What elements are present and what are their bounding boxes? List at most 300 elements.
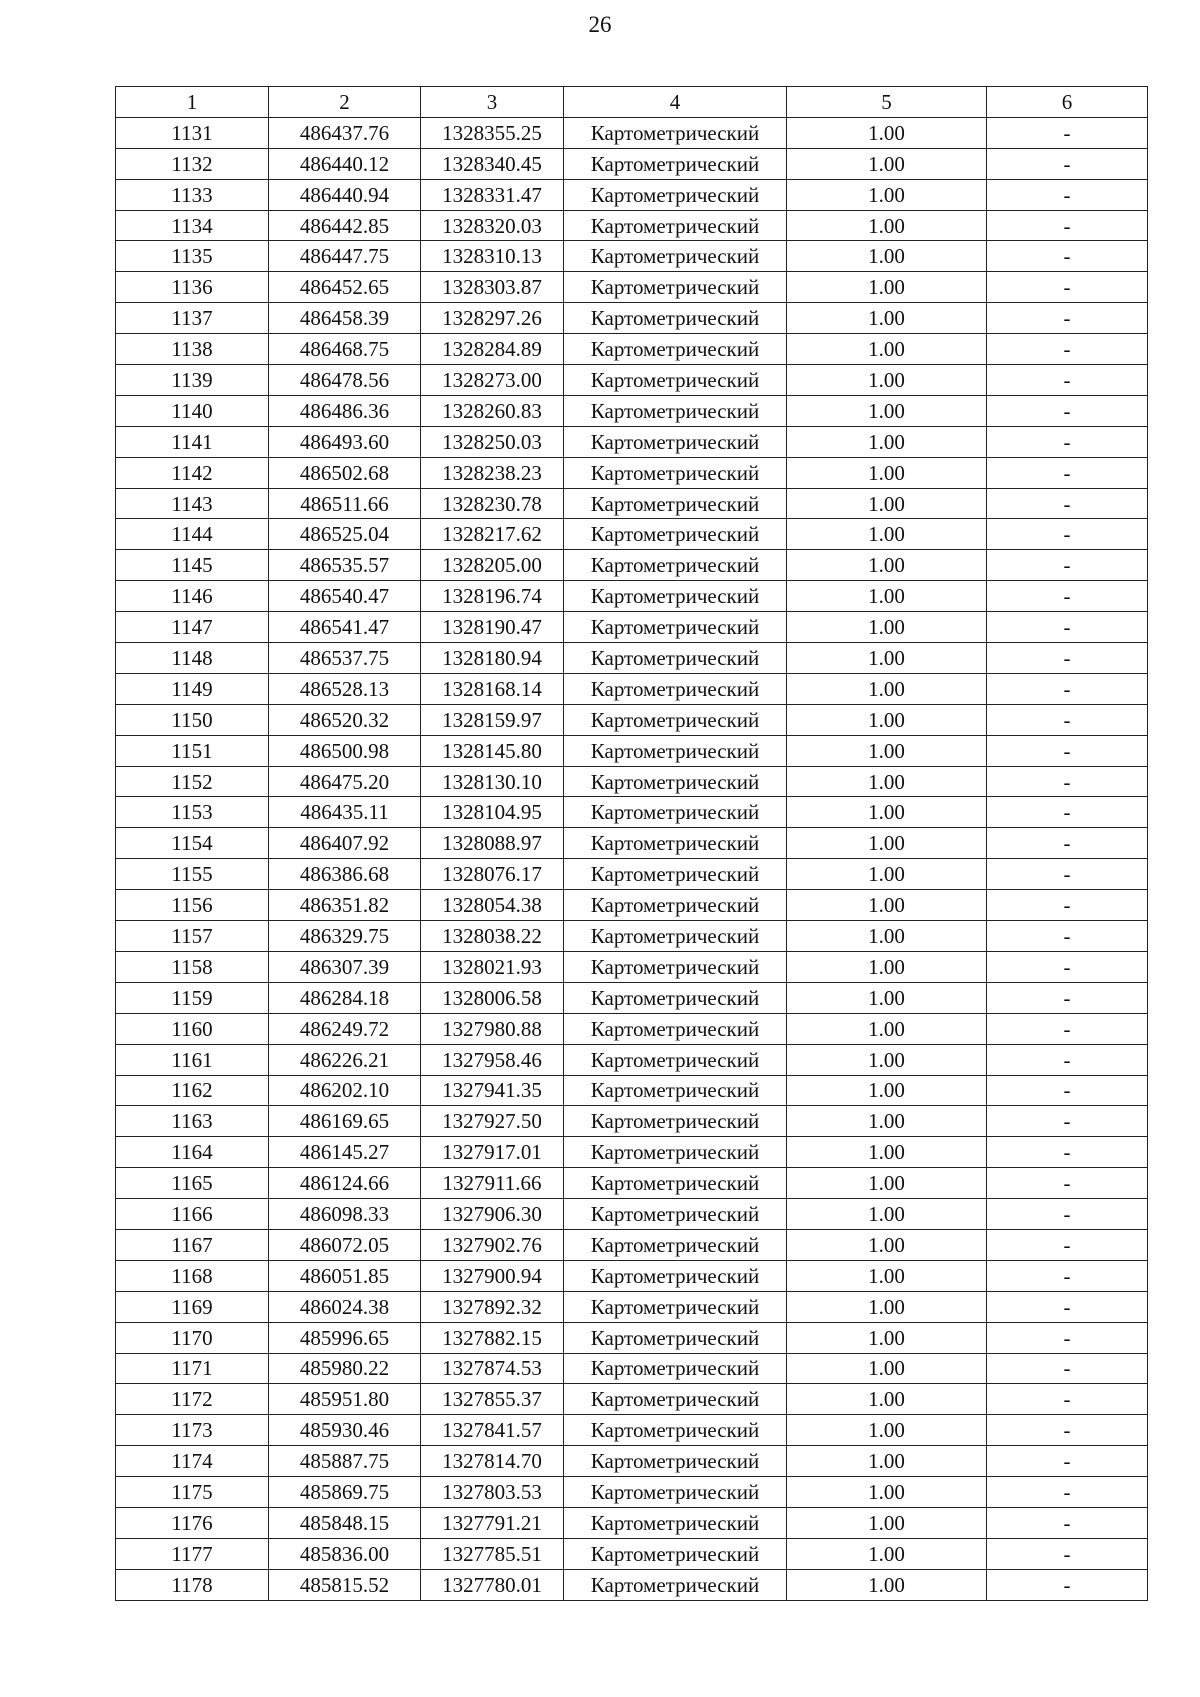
x-coordinate-cell: 485930.46 xyxy=(269,1415,421,1446)
x-coordinate-cell: 486051.85 xyxy=(269,1260,421,1291)
note-cell: - xyxy=(987,828,1148,859)
table-row xyxy=(116,1477,1148,1508)
point-number-cell: 1139 xyxy=(116,365,269,396)
table-body xyxy=(116,117,1148,1600)
x-coordinate-cell: 486440.12 xyxy=(269,148,421,179)
x-coordinate-cell: 485980.22 xyxy=(269,1353,421,1384)
method-cell: Картометрический xyxy=(564,365,787,396)
x-coordinate-cell: 486540.47 xyxy=(269,581,421,612)
method-cell: Картометрический xyxy=(564,1353,787,1384)
x-coordinate-cell: 486284.18 xyxy=(269,982,421,1013)
point-number-cell: 1167 xyxy=(116,1229,269,1260)
table-row xyxy=(116,1384,1148,1415)
method-cell: Картометрический xyxy=(564,1415,787,1446)
note-cell: - xyxy=(987,766,1148,797)
point-number-cell: 1151 xyxy=(116,735,269,766)
y-coordinate-cell: 1328038.22 xyxy=(421,921,564,952)
method-cell: Картометрический xyxy=(564,1013,787,1044)
accuracy-cell: 1.00 xyxy=(787,1229,987,1260)
accuracy-cell: 1.00 xyxy=(787,457,987,488)
y-coordinate-cell: 1328076.17 xyxy=(421,859,564,890)
x-coordinate-cell: 486541.47 xyxy=(269,612,421,643)
method-cell: Картометрический xyxy=(564,735,787,766)
y-coordinate-cell: 1327911.66 xyxy=(421,1168,564,1199)
point-number-cell: 1134 xyxy=(116,210,269,241)
table-row xyxy=(116,148,1148,179)
x-coordinate-cell: 485951.80 xyxy=(269,1384,421,1415)
method-cell: Картометрический xyxy=(564,766,787,797)
coordinates-table xyxy=(115,86,1148,1601)
y-coordinate-cell: 1327803.53 xyxy=(421,1477,564,1508)
table-row xyxy=(116,1353,1148,1384)
note-cell: - xyxy=(987,643,1148,674)
table-row xyxy=(116,334,1148,365)
point-number-cell: 1138 xyxy=(116,334,269,365)
method-cell: Картометрический xyxy=(564,1260,787,1291)
column-header-4: 4 xyxy=(564,87,787,118)
point-number-cell: 1163 xyxy=(116,1106,269,1137)
table-row xyxy=(116,982,1148,1013)
y-coordinate-cell: 1328104.95 xyxy=(421,797,564,828)
point-number-cell: 1135 xyxy=(116,241,269,272)
y-coordinate-cell: 1328180.94 xyxy=(421,643,564,674)
x-coordinate-cell: 486249.72 xyxy=(269,1013,421,1044)
point-number-cell: 1162 xyxy=(116,1075,269,1106)
x-coordinate-cell: 486511.66 xyxy=(269,488,421,519)
point-number-cell: 1173 xyxy=(116,1415,269,1446)
point-number-cell: 1150 xyxy=(116,704,269,735)
note-cell: - xyxy=(987,797,1148,828)
method-cell: Картометрический xyxy=(564,210,787,241)
y-coordinate-cell: 1327892.32 xyxy=(421,1291,564,1322)
y-coordinate-cell: 1328196.74 xyxy=(421,581,564,612)
x-coordinate-cell: 486452.65 xyxy=(269,272,421,303)
point-number-cell: 1176 xyxy=(116,1507,269,1538)
accuracy-cell: 1.00 xyxy=(787,797,987,828)
table-row xyxy=(116,951,1148,982)
point-number-cell: 1174 xyxy=(116,1446,269,1477)
table-row xyxy=(116,704,1148,735)
method-cell: Картометрический xyxy=(564,1569,787,1600)
x-coordinate-cell: 486386.68 xyxy=(269,859,421,890)
table-row xyxy=(116,1415,1148,1446)
point-number-cell: 1146 xyxy=(116,581,269,612)
y-coordinate-cell: 1328159.97 xyxy=(421,704,564,735)
y-coordinate-cell: 1327902.76 xyxy=(421,1229,564,1260)
table-header xyxy=(116,87,1148,118)
note-cell: - xyxy=(987,550,1148,581)
point-number-cell: 1169 xyxy=(116,1291,269,1322)
point-number-cell: 1166 xyxy=(116,1199,269,1230)
y-coordinate-cell: 1328205.00 xyxy=(421,550,564,581)
note-cell: - xyxy=(987,365,1148,396)
accuracy-cell: 1.00 xyxy=(787,210,987,241)
point-number-cell: 1177 xyxy=(116,1538,269,1569)
point-number-cell: 1147 xyxy=(116,612,269,643)
note-cell: - xyxy=(987,1322,1148,1353)
point-number-cell: 1158 xyxy=(116,951,269,982)
column-header-6: 6 xyxy=(987,87,1148,118)
note-cell: - xyxy=(987,704,1148,735)
method-cell: Картометрический xyxy=(564,951,787,982)
y-coordinate-cell: 1328230.78 xyxy=(421,488,564,519)
accuracy-cell: 1.00 xyxy=(787,673,987,704)
note-cell: - xyxy=(987,1075,1148,1106)
note-cell: - xyxy=(987,395,1148,426)
accuracy-cell: 1.00 xyxy=(787,179,987,210)
x-coordinate-cell: 485836.00 xyxy=(269,1538,421,1569)
y-coordinate-cell: 1328331.47 xyxy=(421,179,564,210)
table-row xyxy=(116,1013,1148,1044)
table-row xyxy=(116,1075,1148,1106)
table-row xyxy=(116,797,1148,828)
accuracy-cell: 1.00 xyxy=(787,1075,987,1106)
note-cell: - xyxy=(987,1353,1148,1384)
accuracy-cell: 1.00 xyxy=(787,334,987,365)
method-cell: Картометрический xyxy=(564,179,787,210)
note-cell: - xyxy=(987,241,1148,272)
x-coordinate-cell: 486486.36 xyxy=(269,395,421,426)
table-row xyxy=(116,1507,1148,1538)
note-cell: - xyxy=(987,148,1148,179)
note-cell: - xyxy=(987,272,1148,303)
y-coordinate-cell: 1327941.35 xyxy=(421,1075,564,1106)
header-row xyxy=(116,87,1148,118)
method-cell: Картометрический xyxy=(564,1446,787,1477)
accuracy-cell: 1.00 xyxy=(787,550,987,581)
note-cell: - xyxy=(987,982,1148,1013)
y-coordinate-cell: 1327841.57 xyxy=(421,1415,564,1446)
x-coordinate-cell: 485996.65 xyxy=(269,1322,421,1353)
method-cell: Картометрический xyxy=(564,1291,787,1322)
note-cell: - xyxy=(987,488,1148,519)
x-coordinate-cell: 486437.76 xyxy=(269,117,421,148)
accuracy-cell: 1.00 xyxy=(787,241,987,272)
note-cell: - xyxy=(987,1199,1148,1230)
accuracy-cell: 1.00 xyxy=(787,272,987,303)
x-coordinate-cell: 486525.04 xyxy=(269,519,421,550)
note-cell: - xyxy=(987,117,1148,148)
accuracy-cell: 1.00 xyxy=(787,519,987,550)
method-cell: Картометрический xyxy=(564,1322,787,1353)
y-coordinate-cell: 1328054.38 xyxy=(421,890,564,921)
table-row xyxy=(116,859,1148,890)
point-number-cell: 1172 xyxy=(116,1384,269,1415)
point-number-cell: 1175 xyxy=(116,1477,269,1508)
note-cell: - xyxy=(987,1137,1148,1168)
y-coordinate-cell: 1328130.10 xyxy=(421,766,564,797)
method-cell: Картометрический xyxy=(564,148,787,179)
note-cell: - xyxy=(987,303,1148,334)
table-row xyxy=(116,1106,1148,1137)
method-cell: Картометрический xyxy=(564,1075,787,1106)
accuracy-cell: 1.00 xyxy=(787,1415,987,1446)
y-coordinate-cell: 1327917.01 xyxy=(421,1137,564,1168)
note-cell: - xyxy=(987,1260,1148,1291)
note-cell: - xyxy=(987,426,1148,457)
y-coordinate-cell: 1328238.23 xyxy=(421,457,564,488)
accuracy-cell: 1.00 xyxy=(787,1384,987,1415)
note-cell: - xyxy=(987,457,1148,488)
accuracy-cell: 1.00 xyxy=(787,303,987,334)
point-number-cell: 1154 xyxy=(116,828,269,859)
y-coordinate-cell: 1328273.00 xyxy=(421,365,564,396)
accuracy-cell: 1.00 xyxy=(787,1477,987,1508)
table-row xyxy=(116,735,1148,766)
y-coordinate-cell: 1327980.88 xyxy=(421,1013,564,1044)
point-number-cell: 1153 xyxy=(116,797,269,828)
y-coordinate-cell: 1327874.53 xyxy=(421,1353,564,1384)
x-coordinate-cell: 486537.75 xyxy=(269,643,421,674)
point-number-cell: 1164 xyxy=(116,1137,269,1168)
x-coordinate-cell: 486098.33 xyxy=(269,1199,421,1230)
x-coordinate-cell: 486226.21 xyxy=(269,1044,421,1075)
method-cell: Картометрический xyxy=(564,797,787,828)
x-coordinate-cell: 486442.85 xyxy=(269,210,421,241)
accuracy-cell: 1.00 xyxy=(787,1538,987,1569)
accuracy-cell: 1.00 xyxy=(787,426,987,457)
note-cell: - xyxy=(987,951,1148,982)
y-coordinate-cell: 1327882.15 xyxy=(421,1322,564,1353)
y-coordinate-cell: 1328310.13 xyxy=(421,241,564,272)
accuracy-cell: 1.00 xyxy=(787,828,987,859)
accuracy-cell: 1.00 xyxy=(787,1353,987,1384)
accuracy-cell: 1.00 xyxy=(787,1199,987,1230)
table-row xyxy=(116,210,1148,241)
column-header-3: 3 xyxy=(421,87,564,118)
point-number-cell: 1156 xyxy=(116,890,269,921)
x-coordinate-cell: 486502.68 xyxy=(269,457,421,488)
method-cell: Картометрический xyxy=(564,334,787,365)
accuracy-cell: 1.00 xyxy=(787,1569,987,1600)
y-coordinate-cell: 1328217.62 xyxy=(421,519,564,550)
method-cell: Картометрический xyxy=(564,1477,787,1508)
point-number-cell: 1140 xyxy=(116,395,269,426)
note-cell: - xyxy=(987,1013,1148,1044)
table-row xyxy=(116,1137,1148,1168)
accuracy-cell: 1.00 xyxy=(787,1106,987,1137)
table-row xyxy=(116,241,1148,272)
table-row xyxy=(116,673,1148,704)
x-coordinate-cell: 486351.82 xyxy=(269,890,421,921)
method-cell: Картометрический xyxy=(564,859,787,890)
point-number-cell: 1142 xyxy=(116,457,269,488)
x-coordinate-cell: 486072.05 xyxy=(269,1229,421,1260)
x-coordinate-cell: 485815.52 xyxy=(269,1569,421,1600)
method-cell: Картометрический xyxy=(564,581,787,612)
x-coordinate-cell: 486475.20 xyxy=(269,766,421,797)
accuracy-cell: 1.00 xyxy=(787,1291,987,1322)
method-cell: Картометрический xyxy=(564,1168,787,1199)
y-coordinate-cell: 1328297.26 xyxy=(421,303,564,334)
y-coordinate-cell: 1328340.45 xyxy=(421,148,564,179)
note-cell: - xyxy=(987,1569,1148,1600)
table-row xyxy=(116,890,1148,921)
y-coordinate-cell: 1328250.03 xyxy=(421,426,564,457)
x-coordinate-cell: 486440.94 xyxy=(269,179,421,210)
y-coordinate-cell: 1328190.47 xyxy=(421,612,564,643)
note-cell: - xyxy=(987,1477,1148,1508)
method-cell: Картометрический xyxy=(564,426,787,457)
method-cell: Картометрический xyxy=(564,704,787,735)
method-cell: Картометрический xyxy=(564,395,787,426)
table-row xyxy=(116,581,1148,612)
method-cell: Картометрический xyxy=(564,1507,787,1538)
table-row xyxy=(116,179,1148,210)
note-cell: - xyxy=(987,334,1148,365)
table-row xyxy=(116,1199,1148,1230)
method-cell: Картометрический xyxy=(564,303,787,334)
table-row xyxy=(116,365,1148,396)
note-cell: - xyxy=(987,1291,1148,1322)
x-coordinate-cell: 486520.32 xyxy=(269,704,421,735)
point-number-cell: 1165 xyxy=(116,1168,269,1199)
accuracy-cell: 1.00 xyxy=(787,365,987,396)
method-cell: Картометрический xyxy=(564,643,787,674)
accuracy-cell: 1.00 xyxy=(787,859,987,890)
accuracy-cell: 1.00 xyxy=(787,951,987,982)
y-coordinate-cell: 1328145.80 xyxy=(421,735,564,766)
method-cell: Картометрический xyxy=(564,457,787,488)
table-row xyxy=(116,457,1148,488)
method-cell: Картометрический xyxy=(564,1199,787,1230)
accuracy-cell: 1.00 xyxy=(787,1013,987,1044)
table-row xyxy=(116,272,1148,303)
accuracy-cell: 1.00 xyxy=(787,735,987,766)
accuracy-cell: 1.00 xyxy=(787,1168,987,1199)
table-row xyxy=(116,1260,1148,1291)
accuracy-cell: 1.00 xyxy=(787,1137,987,1168)
note-cell: - xyxy=(987,1538,1148,1569)
x-coordinate-cell: 486447.75 xyxy=(269,241,421,272)
point-number-cell: 1178 xyxy=(116,1569,269,1600)
table-row xyxy=(116,1291,1148,1322)
accuracy-cell: 1.00 xyxy=(787,395,987,426)
table-row xyxy=(116,1044,1148,1075)
page-number: 26 xyxy=(588,12,612,37)
method-cell: Картометрический xyxy=(564,890,787,921)
note-cell: - xyxy=(987,859,1148,890)
table-row xyxy=(116,921,1148,952)
x-coordinate-cell: 486407.92 xyxy=(269,828,421,859)
table-row xyxy=(116,488,1148,519)
table-row xyxy=(116,766,1148,797)
point-number-cell: 1161 xyxy=(116,1044,269,1075)
x-coordinate-cell: 486202.10 xyxy=(269,1075,421,1106)
note-cell: - xyxy=(987,1229,1148,1260)
y-coordinate-cell: 1327780.01 xyxy=(421,1569,564,1600)
point-number-cell: 1137 xyxy=(116,303,269,334)
note-cell: - xyxy=(987,1446,1148,1477)
accuracy-cell: 1.00 xyxy=(787,982,987,1013)
y-coordinate-cell: 1328168.14 xyxy=(421,673,564,704)
table-row xyxy=(116,426,1148,457)
point-number-cell: 1159 xyxy=(116,982,269,1013)
method-cell: Картометрический xyxy=(564,117,787,148)
note-cell: - xyxy=(987,519,1148,550)
note-cell: - xyxy=(987,612,1148,643)
table-row xyxy=(116,1229,1148,1260)
column-header-1: 1 xyxy=(116,87,269,118)
point-number-cell: 1168 xyxy=(116,1260,269,1291)
table-row xyxy=(116,1538,1148,1569)
accuracy-cell: 1.00 xyxy=(787,581,987,612)
accuracy-cell: 1.00 xyxy=(787,1507,987,1538)
x-coordinate-cell: 486500.98 xyxy=(269,735,421,766)
point-number-cell: 1141 xyxy=(116,426,269,457)
y-coordinate-cell: 1328088.97 xyxy=(421,828,564,859)
point-number-cell: 1160 xyxy=(116,1013,269,1044)
table-row xyxy=(116,828,1148,859)
accuracy-cell: 1.00 xyxy=(787,921,987,952)
y-coordinate-cell: 1327814.70 xyxy=(421,1446,564,1477)
table-row xyxy=(116,519,1148,550)
table-row xyxy=(116,643,1148,674)
method-cell: Картометрический xyxy=(564,241,787,272)
point-number-cell: 1171 xyxy=(116,1353,269,1384)
y-coordinate-cell: 1328355.25 xyxy=(421,117,564,148)
table-row xyxy=(116,1168,1148,1199)
method-cell: Картометрический xyxy=(564,921,787,952)
accuracy-cell: 1.00 xyxy=(787,148,987,179)
x-coordinate-cell: 485869.75 xyxy=(269,1477,421,1508)
point-number-cell: 1145 xyxy=(116,550,269,581)
accuracy-cell: 1.00 xyxy=(787,1260,987,1291)
x-coordinate-cell: 486024.38 xyxy=(269,1291,421,1322)
table-row xyxy=(116,303,1148,334)
method-cell: Картометрический xyxy=(564,1384,787,1415)
y-coordinate-cell: 1327906.30 xyxy=(421,1199,564,1230)
point-number-cell: 1136 xyxy=(116,272,269,303)
note-cell: - xyxy=(987,673,1148,704)
point-number-cell: 1148 xyxy=(116,643,269,674)
method-cell: Картометрический xyxy=(564,550,787,581)
x-coordinate-cell: 486124.66 xyxy=(269,1168,421,1199)
note-cell: - xyxy=(987,1384,1148,1415)
accuracy-cell: 1.00 xyxy=(787,1446,987,1477)
table-row xyxy=(116,395,1148,426)
note-cell: - xyxy=(987,210,1148,241)
point-number-cell: 1143 xyxy=(116,488,269,519)
x-coordinate-cell: 486169.65 xyxy=(269,1106,421,1137)
note-cell: - xyxy=(987,1106,1148,1137)
x-coordinate-cell: 486329.75 xyxy=(269,921,421,952)
y-coordinate-cell: 1328320.03 xyxy=(421,210,564,241)
accuracy-cell: 1.00 xyxy=(787,488,987,519)
x-coordinate-cell: 486307.39 xyxy=(269,951,421,982)
point-number-cell: 1131 xyxy=(116,117,269,148)
method-cell: Картометрический xyxy=(564,1044,787,1075)
point-number-cell: 1144 xyxy=(116,519,269,550)
point-number-cell: 1157 xyxy=(116,921,269,952)
method-cell: Картометрический xyxy=(564,488,787,519)
table-row xyxy=(116,612,1148,643)
method-cell: Картометрический xyxy=(564,828,787,859)
note-cell: - xyxy=(987,1044,1148,1075)
accuracy-cell: 1.00 xyxy=(787,1322,987,1353)
method-cell: Картометрический xyxy=(564,673,787,704)
point-number-cell: 1155 xyxy=(116,859,269,890)
y-coordinate-cell: 1328260.83 xyxy=(421,395,564,426)
y-coordinate-cell: 1327958.46 xyxy=(421,1044,564,1075)
accuracy-cell: 1.00 xyxy=(787,1044,987,1075)
note-cell: - xyxy=(987,1507,1148,1538)
x-coordinate-cell: 486458.39 xyxy=(269,303,421,334)
method-cell: Картометрический xyxy=(564,1229,787,1260)
note-cell: - xyxy=(987,179,1148,210)
method-cell: Картометрический xyxy=(564,612,787,643)
point-number-cell: 1132 xyxy=(116,148,269,179)
